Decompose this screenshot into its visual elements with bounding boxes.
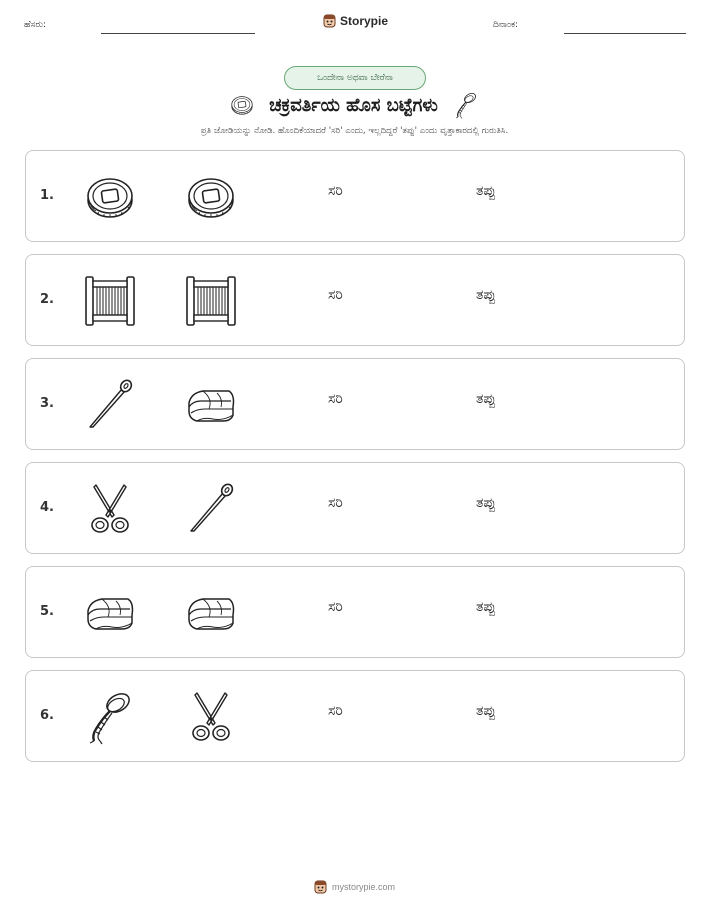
- needle-icon: [183, 481, 239, 537]
- question-number: 2.: [40, 292, 54, 307]
- storypie-mascot-icon: [323, 14, 336, 28]
- question-row: [25, 566, 685, 658]
- coin-icon: [82, 169, 138, 225]
- coin-icon: [229, 92, 255, 118]
- answer-true-option[interactable]: ಸರಿ: [328, 599, 343, 615]
- answer-true-option[interactable]: ಸರಿ: [328, 495, 343, 511]
- date-label: ದಿನಾಂಕ:: [493, 20, 519, 30]
- scissors-icon: [183, 689, 239, 745]
- answer-false-option[interactable]: ತಪ್ಪು: [476, 183, 496, 199]
- brand-logo: [323, 14, 388, 28]
- rope-icon: [82, 689, 138, 745]
- coin-icon: [183, 169, 239, 225]
- question-row: [25, 358, 685, 450]
- cloth-icon: [183, 377, 239, 433]
- question-number: 4.: [40, 500, 54, 515]
- answer-true-option[interactable]: ಸರಿ: [328, 391, 343, 407]
- question-number: 3.: [40, 396, 54, 411]
- cloth-icon: [183, 585, 239, 641]
- answer-false-option[interactable]: ತಪ್ಪು: [476, 287, 496, 303]
- needle-icon: [82, 377, 138, 433]
- answer-false-option[interactable]: ತಪ್ಪು: [476, 391, 496, 407]
- storypie-mascot-icon: [314, 880, 327, 894]
- question-row: [25, 670, 685, 762]
- question-number: 6.: [40, 708, 54, 723]
- answer-true-option[interactable]: ಸರಿ: [328, 703, 343, 719]
- loom-icon: [82, 273, 138, 329]
- title-row: [0, 90, 709, 120]
- instruction-text: ಪ್ರತಿ ಜೋಡಿಯನ್ನು ನೋಡಿ. ಹೊಂದಿಕೆಯಾದರೆ 'ಸರಿ' ಎಂದು, ಇಲ್ಲದಿದ್ದರೆ 'ತಪ್ಪು' ಎಂದು ವೃತ್ತಾಕಾರದಲ್ಲಿ ಗುರುತಿಸಿ.: [200, 126, 509, 136]
- answer-false-option[interactable]: ತಪ್ಪು: [476, 495, 496, 511]
- answer-false-option[interactable]: ತಪ್ಪು: [476, 599, 496, 615]
- activity-badge: ಒಂದೇನಾ ಅಥವಾ ಬೇರೆನಾ: [284, 66, 426, 90]
- footer-url[interactable]: mystorypie.com: [331, 882, 395, 892]
- question-number: 1.: [40, 188, 54, 203]
- worksheet-header: [0, 12, 709, 38]
- question-list: [25, 150, 685, 774]
- date-line[interactable]: [564, 33, 686, 34]
- answer-true-option[interactable]: ಸರಿ: [328, 287, 343, 303]
- answer-true-option[interactable]: ಸರಿ: [328, 183, 343, 199]
- question-number: 5.: [40, 604, 54, 619]
- page-title: ಚಕ್ರವರ್ತಿಯ ಹೊಸ ಬಟ್ಟೆಗಳು: [269, 94, 438, 116]
- scissors-icon: [82, 481, 138, 537]
- answer-false-option[interactable]: ತಪ್ಪು: [476, 703, 496, 719]
- brand-name: Storypie: [340, 14, 389, 28]
- name-label: ಹೆಸರು:: [24, 20, 47, 30]
- loom-icon: [183, 273, 239, 329]
- footer: [0, 880, 709, 894]
- name-line[interactable]: [101, 33, 255, 34]
- question-row: [25, 150, 685, 242]
- question-row: [25, 254, 685, 346]
- question-row: [25, 462, 685, 554]
- rope-icon: [452, 91, 480, 119]
- cloth-icon: [82, 585, 138, 641]
